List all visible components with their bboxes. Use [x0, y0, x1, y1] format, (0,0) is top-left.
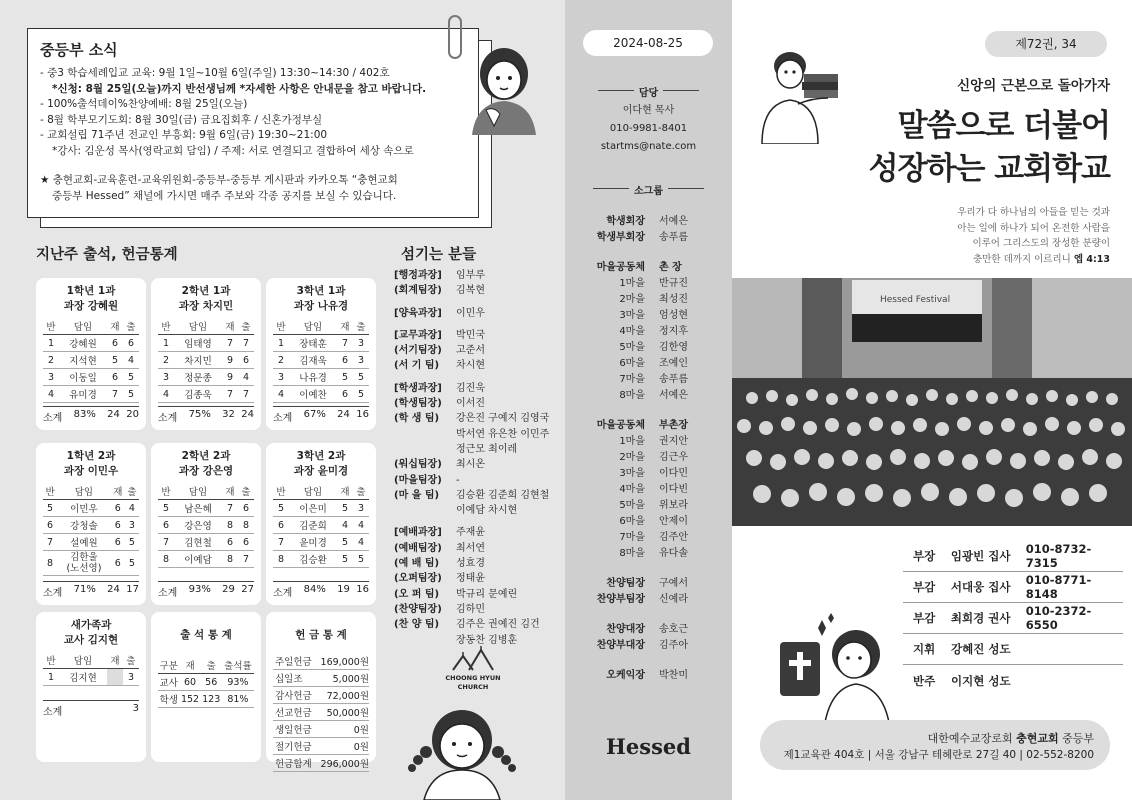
class-table — [43, 318, 139, 403]
notice-line: - 중3 학습세례입교 교육: 9월 1일~10월 6일(주일) 13:30~14:30 / 402호 — [40, 67, 390, 79]
class-table: 반 담임 재 출 1 김지현 3 — [43, 652, 139, 686]
table-row: 5 남은혜 7 6 — [158, 500, 254, 517]
table-row: 1 임태영 7 7 — [158, 335, 254, 352]
footer-address: 대한예수교장로회 충현교회 중등부 제1교육관 404호 | 서울 강남구 테헤란로 27길 40 | 02-552-8200 — [760, 720, 1110, 770]
col-header: 반 — [43, 318, 59, 335]
small-group-list: 학생회장 서예은 학생부회장 송푸름 마을공동체 촌 장 1마을 반규진 2마을 최성진 3마을 엄성현 4마을 정지후 5마을 김한영 6마을 조예인 7마을 송푸름 8마을 서예은 마을공동체 부촌장 1마을 권지안 2마을 김근우 3마을 이다민 4마을 이다빈 5마을 위보라 6마을 안제이 7마을 김주안 8마을 유다솔 찬양팀장 구예서 찬양부팀장 신예라 찬양대장 송호근 찬양부대장 김주아 오케익장 박찬미 — [596, 216, 688, 681]
class-subtotal: 소계 75% 32 24 — [158, 406, 254, 424]
notice-channel-line: ★ 충현교회-교육훈련-교육위원회-중등부-중등부 게시판과 카카오톡 “충현교회 — [40, 174, 398, 186]
table-row: 6 강청솔 6 3 — [43, 517, 139, 534]
date-badge: 2024-08-25 — [583, 30, 713, 56]
photo-banner: Hessed Festival — [880, 295, 951, 305]
notice-line: *강사: 김운성 목사(영락교회 담임) / 주제: 서로 연결되고 결합하여 세상 속으로 — [52, 144, 414, 157]
table-row: 5 이은미 5 3 — [273, 500, 369, 517]
paperclip-icon — [448, 15, 462, 59]
table-row: 4 이예찬 6 5 — [273, 386, 369, 403]
notice-line: - 8월 학부모기도회: 8월 30일(금) 금요집회후 / 신혼가정부실 — [40, 113, 323, 126]
right-column — [732, 0, 1132, 800]
theme-subtitle: 신앙의 근본으로 돌아가자 — [957, 78, 1110, 94]
class-subtotal: 소계 93% 29 27 — [158, 581, 254, 599]
class-table: 반 담임 재 출 5 남은혜 7 6 6 강은영 8 8 7 김현철 6 6 8 이예담 8 7 — [158, 483, 254, 568]
class-subtotal: 소계 3 — [43, 700, 139, 718]
table-row: 선교헌금 50,000원 — [273, 704, 369, 721]
table-row: 7 김현철 6 6 — [158, 534, 254, 551]
class-head: 과장 나유경 — [293, 300, 349, 312]
class-head: 교사 김지현 — [63, 634, 119, 646]
class-card — [266, 443, 376, 605]
notice-line: - 100%출석데이%찬양예배: 8월 25일(오늘) — [40, 98, 248, 110]
table-row: 2 차지민 9 6 — [158, 352, 254, 369]
table-row: 1 강혜원 6 6 — [43, 335, 139, 352]
class-subtotal: 소계 67% 24 16 — [273, 406, 369, 424]
class-name: 2학년 1과 — [181, 285, 231, 297]
contact-row: 부감 최희경 권사 010-2372-6550 — [903, 603, 1123, 634]
table-row: 3 이동일 6 5 — [43, 369, 139, 386]
contact-row: 부장 임광빈 집사 010-8732-7315 — [903, 541, 1123, 572]
table-row: 절기헌금 0원 — [273, 738, 369, 755]
hessed-logo: Hessed — [606, 734, 691, 759]
class-table: 반 담임 재 출 5 이민우 6 4 6 강청솔 6 3 7 설예원 6 5 8 김한울 (노선영) 6 5 — [43, 483, 139, 576]
contact-row: 부감 서대웅 집사 010-8771-8148 — [903, 572, 1123, 603]
left-column — [0, 0, 565, 800]
class-card — [151, 443, 261, 605]
contact-row: 지휘 강혜진 성도 — [903, 634, 1123, 665]
table-row: 교사 60 56 93% — [158, 674, 254, 691]
notice-channel-line: 중등부 Hessed” 채널에 가시면 매주 주보와 각종 공지를 보실 수 있습니다. — [52, 189, 397, 202]
table-row: 2 지석현 5 4 — [43, 352, 139, 369]
class-name: 새가족과 — [70, 619, 112, 631]
stats-table: 구분 재 출 출석률 교사 60 56 93% 학생 152 123 81% — [158, 657, 254, 708]
church-logo-text: CHOONG HYUN CHURCH — [445, 674, 501, 691]
girl-illustration — [462, 40, 542, 135]
girl-with-bible-illustration — [774, 608, 904, 728]
table-row: 헌금합계 296,000원 — [273, 755, 369, 772]
bible-verse: 우리가 다 하나님의 아들을 믿는 것과 아는 일에 하나가 되어 온전한 사람을 이루어 그리스도의 장성한 분량이 충만한 데까지 이르리니 엡 4:13 — [957, 207, 1110, 265]
table-row: 5 이민우 6 4 — [43, 500, 139, 517]
table-row: 학생 152 123 81% — [158, 691, 254, 708]
middle-column — [565, 0, 732, 800]
table-row: 8 김한울 (노선영) 6 5 — [43, 551, 139, 576]
table-row: 1 김지현 3 — [43, 669, 139, 686]
notice-line: *신청: 8월 25일(오늘)까지 반선생님께 *자세한 사항은 안내문을 참고 바랍니다. — [52, 82, 427, 95]
table-row: 8 김승환 5 5 — [273, 551, 369, 568]
attendance-stats-card — [151, 612, 261, 762]
offering-stats-card — [266, 612, 376, 770]
staff-list: [행정과장] 임부루 (회계팀장) 김복현 [양육과장] 이민우 [교무과장] 박민국 (서기팀장) 고준서 (서 기 팀) 차시현 [학생과장] 김진욱 (학생팀장) 이서진 (학 생 팀) 강은진 구예지 김영국 박서연 유은찬 이민주 정근모 최이레 (워십팀장) 최시온 (마을팀장) - (마 을 팀) 김승환 김준희 김현철 이예담 차시현 [예배과장] 주재윤 (예배팀장) 최서연 (예 배 팀) 성효경 (오퍼팀장) 정태윤 (오 퍼 팀) 박규리 문예린 (찬양팀장) 김하민 (찬 양 팀) 김주은 권예진 김건 장동찬 김병훈 — [394, 270, 550, 646]
class-card — [36, 443, 146, 605]
col-header: 담임 — [59, 318, 107, 335]
table-row: 4 김종욱 7 7 — [158, 386, 254, 403]
table-row: 3 정문종 9 4 — [158, 369, 254, 386]
section-header: 소그룹 — [565, 182, 732, 197]
class-name: 3학년 1과 — [296, 285, 346, 297]
volume-badge: 제72권, 34 — [985, 31, 1107, 57]
table-row: 8 이예담 8 7 — [158, 551, 254, 568]
attendance-title: 지난주 출석, 헌금통계 — [36, 247, 178, 263]
class-subtotal: 소계 84% 19 16 — [273, 581, 369, 599]
class-head: 과장 강은영 — [178, 465, 234, 477]
table-row: 7 설예원 6 5 — [43, 534, 139, 551]
staff-title: 섬기는 분들 — [401, 247, 477, 263]
table-row: 감사헌금 72,000원 — [273, 687, 369, 704]
class-table: 반 담임 재 출 5 이은미 5 3 6 김준희 4 4 7 윤미경 5 4 8 김승환 5 5 — [273, 483, 369, 568]
table-row: 4 유미경 7 5 — [43, 386, 139, 403]
class-card — [36, 278, 146, 430]
notice-title: 중등부 소식 — [40, 41, 118, 59]
table-row: 6 김준희 4 4 — [273, 517, 369, 534]
girl-illustration — [404, 700, 524, 800]
class-subtotal: 소계 83% 24 20 — [43, 406, 139, 424]
theme-title-line1: 말씀으로 더불어 — [897, 108, 1110, 144]
boy-with-books-illustration — [756, 44, 846, 144]
table-row: 7 윤미경 5 4 — [273, 534, 369, 551]
table-row: 1 장태훈 7 3 — [273, 335, 369, 352]
notice-line: - 교회설립 71주년 전교인 부흥회: 9월 6일(금) 19:30~21:00 — [40, 129, 328, 141]
notice-card — [27, 28, 479, 218]
class-table: 반 담임 재 출 1 장태훈 7 3 2 김재욱 6 3 3 나유경 5 5 4 이예찬 6 5 — [273, 318, 369, 403]
staff-contacts — [903, 541, 1123, 696]
class-card — [266, 278, 376, 430]
table-row: 6 강은영 8 8 — [158, 517, 254, 534]
class-card — [151, 278, 261, 430]
theme-title-line2: 성장하는 교회학교 — [868, 151, 1110, 187]
class-subtotal: 소계 71% 24 17 — [43, 581, 139, 599]
class-name: 1학년 2과 — [66, 450, 116, 462]
class-head: 과장 이민우 — [63, 465, 119, 477]
col-header: 재 — [107, 318, 123, 335]
newfamily-card — [36, 612, 146, 762]
class-table: 반 담임 재 출 1 임태영 7 7 2 차지민 9 6 3 정문종 9 4 4 김종욱 7 7 — [158, 318, 254, 403]
table-row: 2 김재욱 6 3 — [273, 352, 369, 369]
table-row: 생일헌금 0원 — [273, 721, 369, 738]
class-head: 과장 윤미경 — [293, 465, 349, 477]
class-name: 1학년 1과 — [66, 285, 116, 297]
stats-title: 출 석 통 계 — [180, 629, 232, 641]
col-header: 출 — [123, 318, 139, 335]
pastor-info: 이다현 목사 010-9981-8401 startms@nate.com — [600, 105, 697, 152]
offering-title: 헌 금 통 계 — [295, 629, 347, 641]
class-head: 과장 강혜원 — [63, 300, 119, 312]
table-row: 주일헌금 169,000원 — [273, 653, 369, 670]
class-head: 과장 차지민 — [178, 300, 234, 312]
class-name: 2학년 2과 — [181, 450, 231, 462]
offering-table — [273, 653, 369, 772]
group-photo — [732, 278, 1132, 526]
class-name: 3학년 2과 — [296, 450, 346, 462]
contact-row: 반주 이지현 성도 — [913, 673, 1011, 688]
table-row: 3 나유경 5 5 — [273, 369, 369, 386]
section-header: 담당 — [565, 84, 732, 99]
table-row: 십일조 5,000원 — [273, 670, 369, 687]
